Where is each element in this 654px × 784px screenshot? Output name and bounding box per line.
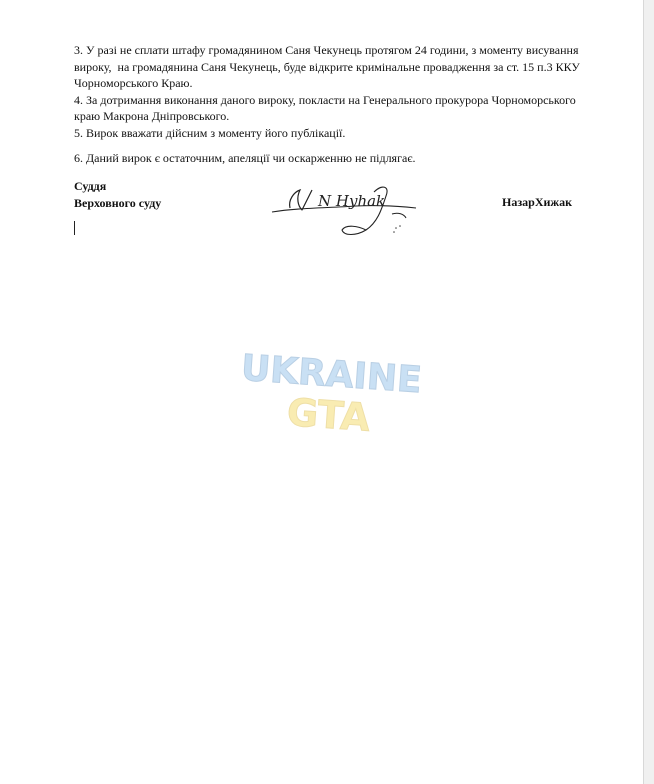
watermark-word-ukraine: UKRAINE bbox=[239, 348, 423, 402]
paragraph-6: 6. Даний вирок є остаточним, апеляції чи оскарженню не підлягає. bbox=[74, 151, 416, 165]
paragraph-4: 4. За дотримання виконання даного вироку, покласти на Генерального прокурора Чорноморського краю Макрона Дніпровського. bbox=[74, 92, 579, 123]
signature-block bbox=[74, 178, 584, 248]
document-body bbox=[74, 42, 594, 167]
paragraph-3: 3. У разі не сплати штафу громадянином Саня Чекунець протягом 24 години, з моменту висування вироку, на громадянина Саня Чекунець, буде відкрите кримінальне провадження за ст. 15 п.3 ККУ Чорноморського Краю. bbox=[74, 43, 583, 90]
judge-name: НазарХижак bbox=[502, 195, 573, 209]
watermark-word-gta: GTA bbox=[285, 390, 372, 440]
signature-script: N Hyhak bbox=[318, 192, 386, 210]
text-cursor bbox=[74, 221, 75, 235]
judge-title bbox=[74, 178, 161, 211]
watermark-logo bbox=[234, 348, 426, 440]
paragraph-5: 5. Вирок вважати дійсним з моменту його публікації. bbox=[74, 125, 346, 140]
judge-title-line2: Верховного суду bbox=[74, 195, 162, 210]
window-edge-strip bbox=[644, 0, 654, 784]
handwritten-signature bbox=[266, 178, 422, 244]
judge-title-line1: Суддя bbox=[74, 179, 107, 193]
